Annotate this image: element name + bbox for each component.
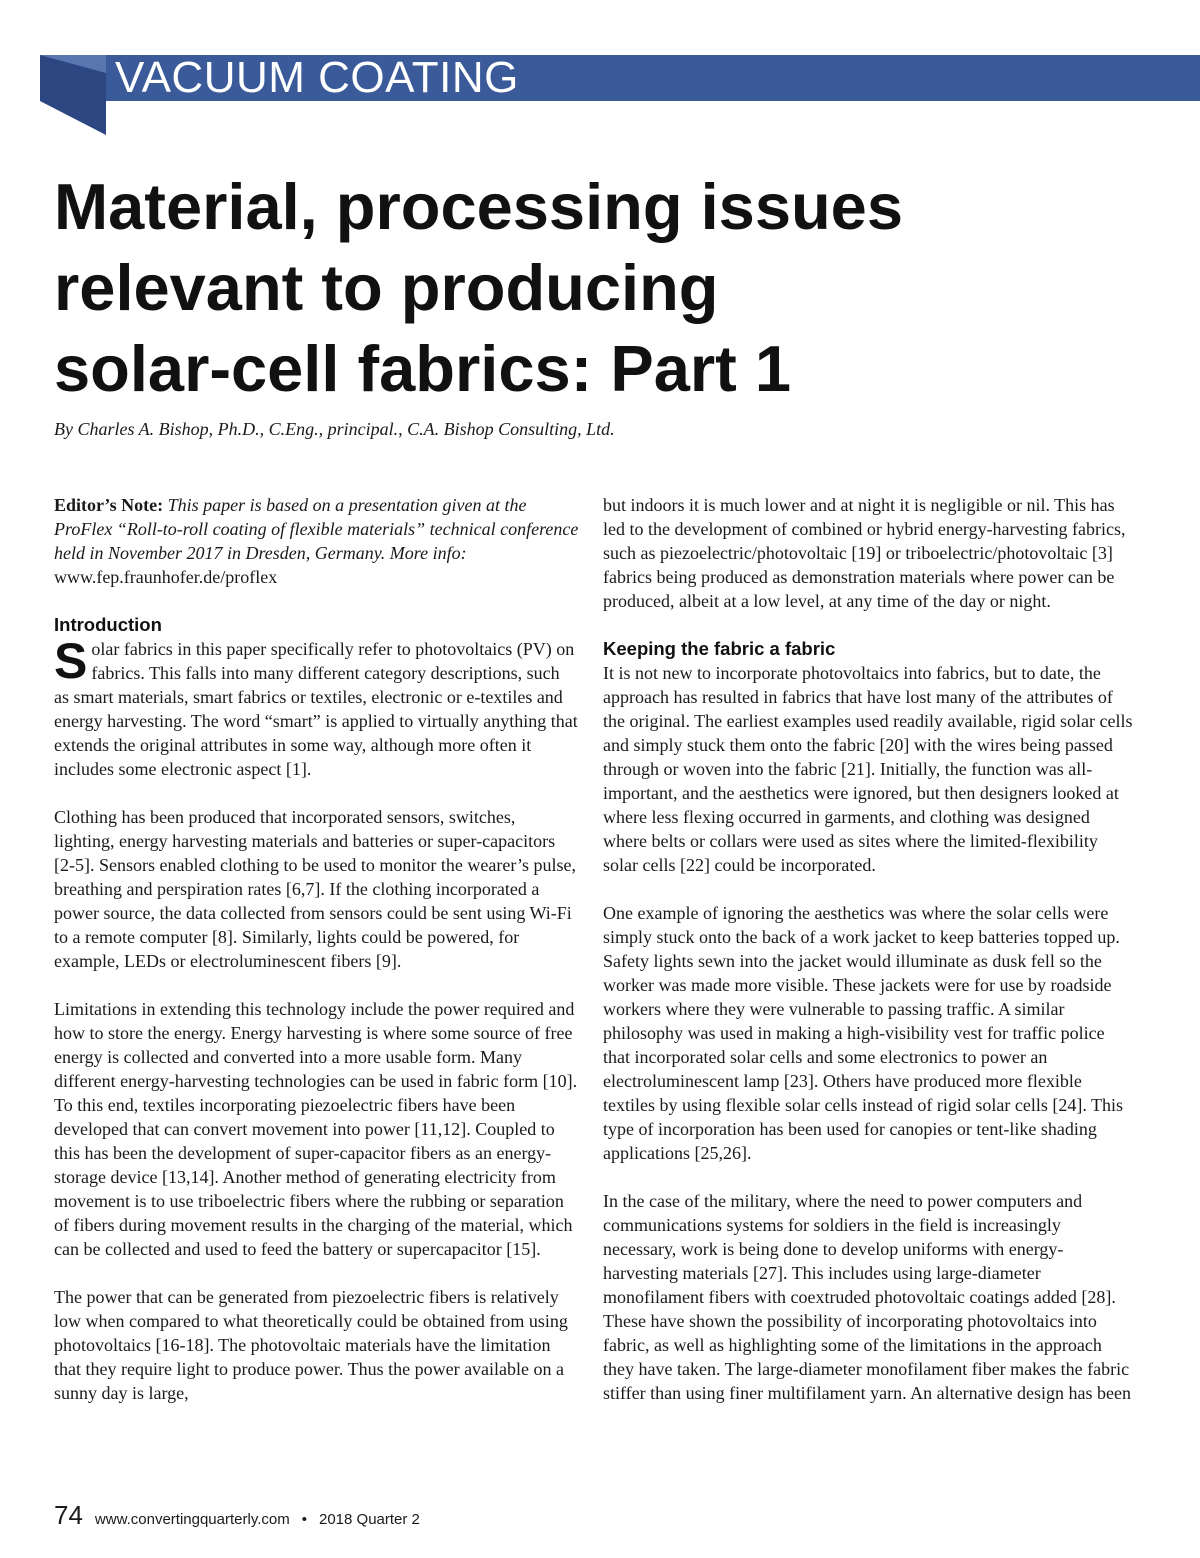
body-paragraph: The power that can be generated from piezoelectric fibers is relatively low when compared to what theoretically could be obtained from using photovoltaics [16-18]. The photovoltaic materials have the limitation that they require light to produce power. Thus the power available on a sunny day is large, xyxy=(54,1287,568,1403)
title-line: Material, processing issues xyxy=(54,170,903,243)
editors-note-text: This paper is based on a presentation given at the ProFlex “Roll-to-roll coating of flexible materials” technical conference held in November 2017 in Dresden, Germany. More info: xyxy=(54,495,579,563)
editors-note xyxy=(54,493,579,589)
title-line: relevant to producing xyxy=(54,251,719,324)
drop-cap: S xyxy=(54,633,88,689)
continued-paragraph: but indoors it is much lower and at night it is negligible or nil. This has led to the development of combined or hybrid energy-harvesting fabrics, such as piezoelectric/photovoltaic [19] or triboelectric/photovoltaic [3] fabrics being produced as demonstration materials where power can be produced, albeit at a low level, at any time of the day or night. xyxy=(603,495,1126,611)
intro-paragraph-text: olar fabrics in this paper specifically refer to photovoltaics (PV) on fabrics. This falls into many different category descriptions, such as smart materials, smart fabrics or textiles, electronic or e-textiles and energy harvesting. The word “smart” is applied to virtually anything that extends the original attributes in some way, although more often it includes some electronic aspect [1]. xyxy=(54,639,578,779)
body-paragraph: Clothing has been produced that incorporated sensors, switches, lighting, energy harvesting materials and batteries or super-capacitors [2-5]. Sensors enabled clothing to be used to monitor the wearer’s pulse, breathing and perspiration rates [6,7]. If the clothing incorporated a power source, the data collected from sensors could be sent using Wi-Fi to a remote computer [8]. Similarly, lights could be powered, for example, LEDs or electroluminescent fibers [9]. xyxy=(54,807,577,971)
section-label: VACUUM COATING xyxy=(115,53,519,102)
title-line: solar-cell fabrics: Part 1 xyxy=(54,332,791,405)
byline: By Charles A. Bishop, Ph.D., C.Eng., principal., C.A. Bishop Consulting, Ltd. xyxy=(54,419,615,439)
editors-note-label: Editor’s Note: xyxy=(54,495,164,515)
right-column xyxy=(603,493,1133,1405)
page-number: 74 xyxy=(54,1500,83,1530)
intro-paragraph xyxy=(54,633,579,781)
left-column xyxy=(54,493,579,1405)
footer-separator: • xyxy=(301,1511,307,1528)
body-paragraph: It is not new to incorporate photovoltaics into fabrics, but to date, the approach has resulted in fabrics that have lost many of the attributes of the original. The earliest examples used readily available, rigid solar cells and simply stuck them onto the fabric [20] with the wires being passed through or woven into the fabric [21]. Initially, the function was all-important, and the aesthetics were ignored, but then designers looked at where less flexing occurred in garments, and clothing was designed where belts or collars were used as sites where the limited-flexibility solar cells [22] could be incorporated. xyxy=(603,663,1133,875)
body-paragraph: One example of ignoring the aesthetics was where the solar cells were simply stuck onto the back of a work jacket to keep batteries topped up. Safety lights sewn into the jacket would illuminate as dusk fell so the worker was made more visible. These jackets were for use by roadside workers where they were vulnerable to passing traffic. A similar philosophy was used in making a high-visibility vest for traffic police that incorporated solar cells and some electronics to power an electroluminescent lamp [23]. Others have produced more flexible textiles by using flexible solar cells instead of rigid solar cells [24]. This type of incorporation has been used for canopies or tent-like shading applications [25,26]. xyxy=(603,903,1124,1163)
body-paragraph: In the case of the military, where the need to power computers and communications systems for soldiers in the field is increasingly necessary, work is being done to develop uniforms with energy-harvesting materials [27]. This includes using large-diameter monofilament fibers with coextruded photovoltaic coatings added [28]. These have shown the possibility of incorporating photovoltaics into fabric, as well as highlighting some of the limitations in the approach they have taken. The large-diameter monofilament fiber makes the fabric stiffer than using finer multifilament yarn. An alternative design has been xyxy=(603,1191,1132,1403)
page-footer xyxy=(54,1500,420,1534)
footer-website[interactable]: www.convertingquarterly.com xyxy=(94,1511,290,1528)
article-title xyxy=(54,166,1154,409)
intro-heading: Introduction xyxy=(54,614,162,635)
footer-issue: 2018 Quarter 2 xyxy=(318,1511,420,1528)
body-paragraph: Limitations in extending this technology include the power required and how to store the energy. Energy harvesting is where some source of free energy is collected and converted into a more usable form. Many different energy-harvesting technologies can be used in fabric form [10]. To this end, textiles incorporating piezoelectric fibers have been developed that can convert movement into power [11,12]. Coupled to this has been the development of super-capacitor fibers as an energy-storage device [13,14]. Another method of generating electricity from movement is to use triboelectric fibers where the rubbing or separation of fibers during movement results in the charging of the material, which can be collected and used to feed the battery or supercapacitor [15]. xyxy=(54,999,578,1259)
banner-fold-decoration xyxy=(40,55,106,135)
editors-note-link[interactable]: www.fep.fraunhofer.de/proflex xyxy=(54,567,278,587)
section-heading: Keeping the fabric a fabric xyxy=(603,638,836,659)
